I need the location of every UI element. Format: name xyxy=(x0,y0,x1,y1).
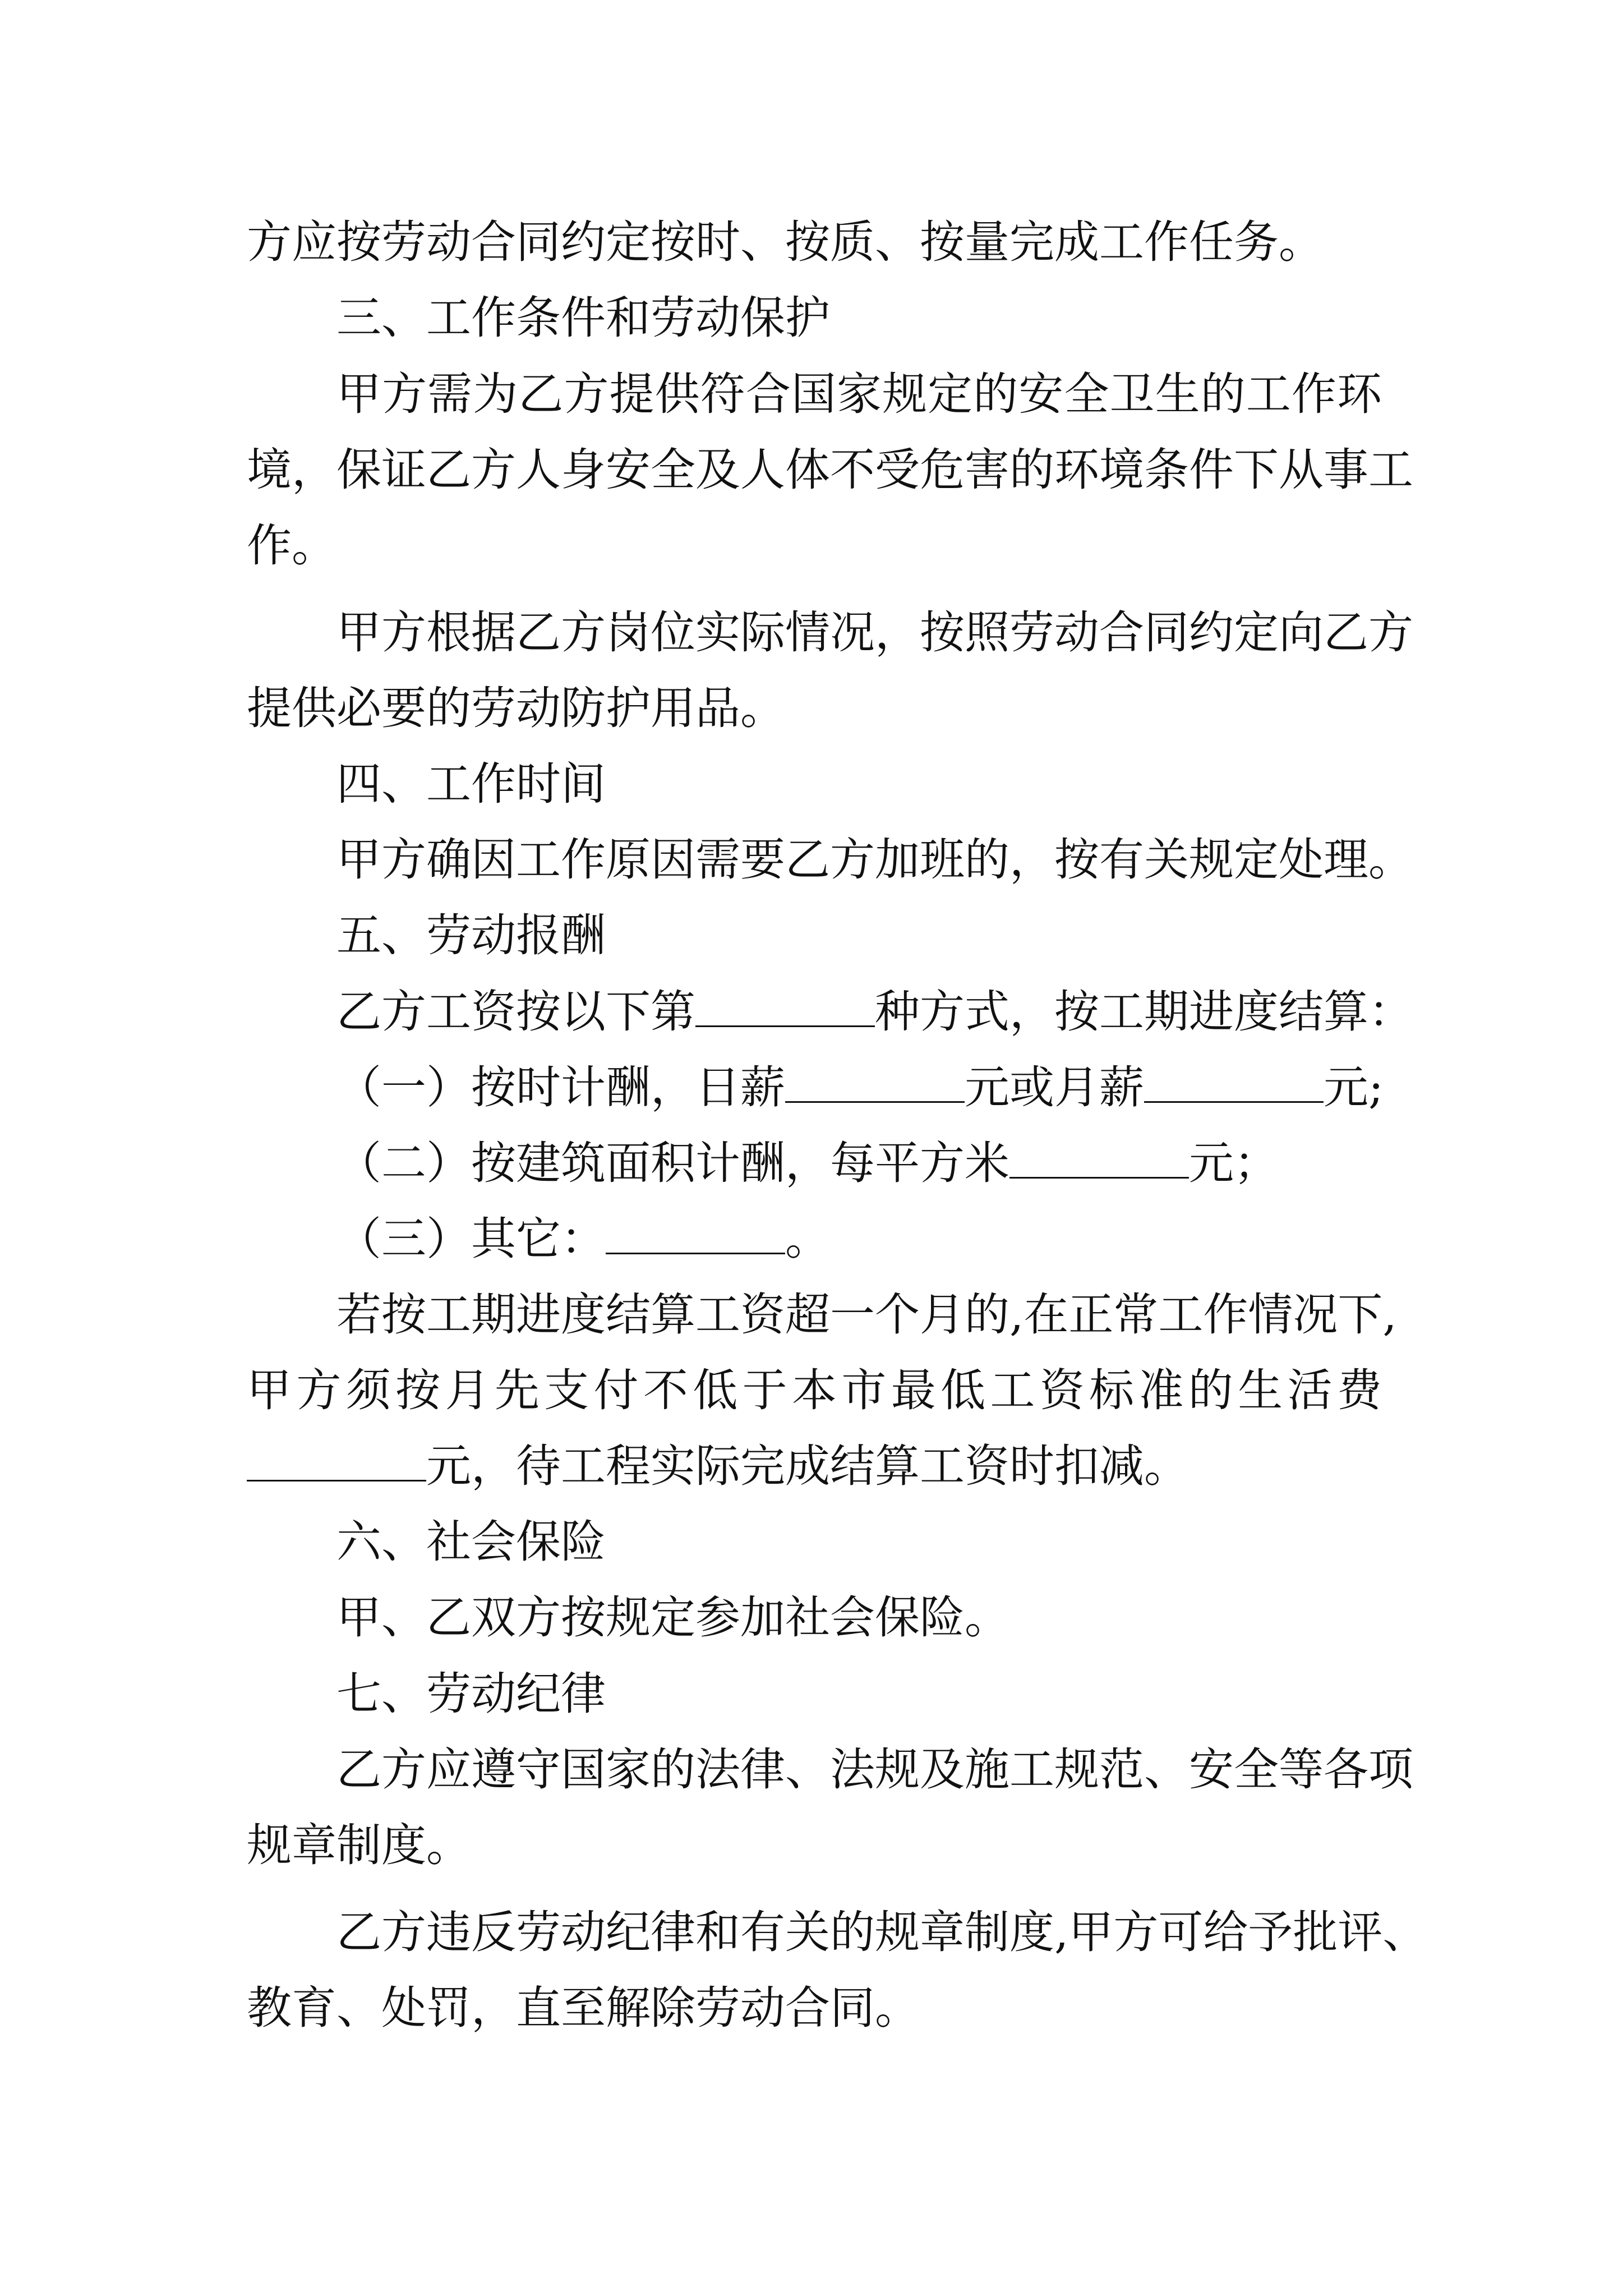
section-heading-remuneration: 五、劳动报酬 xyxy=(336,909,606,961)
paragraph-line: 提供必要的劳动防护用品。 xyxy=(247,682,785,734)
option-text: 元; xyxy=(1324,1061,1384,1114)
section-heading-social-insurance: 六、社会保险 xyxy=(336,1516,606,1568)
wage-method-text-before: 乙方工资按以下第 xyxy=(336,986,695,1038)
living-allowance-blank xyxy=(247,1437,426,1481)
paragraph-line: 境，保证乙方人身安全及人体不受危害的环境条件下从事工 xyxy=(247,444,1413,496)
wage-method-line xyxy=(336,974,1413,1050)
paragraph-line: 甲方确因工作原因需要乙方加班的，按有关规定处理。 xyxy=(336,834,1413,886)
other-method-blank xyxy=(606,1210,785,1254)
section-heading-working-conditions: 三、工作条件和劳动保护 xyxy=(336,292,830,344)
wage-method-blank xyxy=(695,983,875,1027)
option-text: （三）其它： xyxy=(336,1213,606,1265)
paragraph-text: 元，待工程实际完成结算工资时扣减。 xyxy=(426,1440,1189,1492)
paragraph-line: 乙方违反劳动纪律和有关的规章制度,甲方可给予批评、 xyxy=(336,1906,1428,1958)
paragraph-line: 规章制度。 xyxy=(247,1819,471,1871)
per-square-meter-blank xyxy=(1009,1134,1189,1179)
daily-wage-blank xyxy=(785,1059,965,1103)
section-heading-labor-discipline: 七、劳动纪律 xyxy=(336,1668,606,1720)
paragraph-line: 教育、处罚，直至解除劳动合同。 xyxy=(247,1982,920,2034)
paragraph-line: 甲方需为乙方提供符合国家规定的安全卫生的工作环 xyxy=(336,368,1382,420)
option-text: 元或月薪 xyxy=(965,1061,1144,1114)
option-text: 元； xyxy=(1189,1137,1279,1189)
wage-option-other xyxy=(336,1202,830,1277)
section-heading-working-hours: 四、工作时间 xyxy=(336,758,606,810)
wage-option-time xyxy=(336,1050,1384,1125)
option-text: 。 xyxy=(785,1213,830,1265)
monthly-wage-blank xyxy=(1144,1059,1324,1103)
living-allowance-line xyxy=(247,1429,1189,1504)
paragraph-line: 方应按劳动合同约定按时、按质、按量完成工作任务。 xyxy=(247,216,1324,268)
paragraph-line: 甲方根据乙方岗位实际情况，按照劳动合同约定向乙方 xyxy=(336,606,1413,659)
paragraph-line: 甲方须按月先支付不低于本市最低工资标准的生活费 xyxy=(247,1364,1382,1416)
option-text: （二）按建筑面积计酬，每平方米 xyxy=(336,1137,1009,1189)
wage-method-text-after: 种方式，按工期进度结算： xyxy=(875,986,1413,1038)
option-text: （一）按时计酬，日薪 xyxy=(336,1061,785,1114)
paragraph-line: 若按工期进度结算工资超一个月的,在正常工作情况下, xyxy=(336,1289,1397,1341)
paragraph-line: 乙方应遵守国家的法律、法规及施工规范、安全等各项 xyxy=(336,1743,1413,1796)
wage-option-area xyxy=(336,1126,1279,1201)
paragraph-line: 作。 xyxy=(247,519,336,572)
paragraph-line: 甲、乙双方按规定参加社会保险。 xyxy=(336,1591,1009,1644)
